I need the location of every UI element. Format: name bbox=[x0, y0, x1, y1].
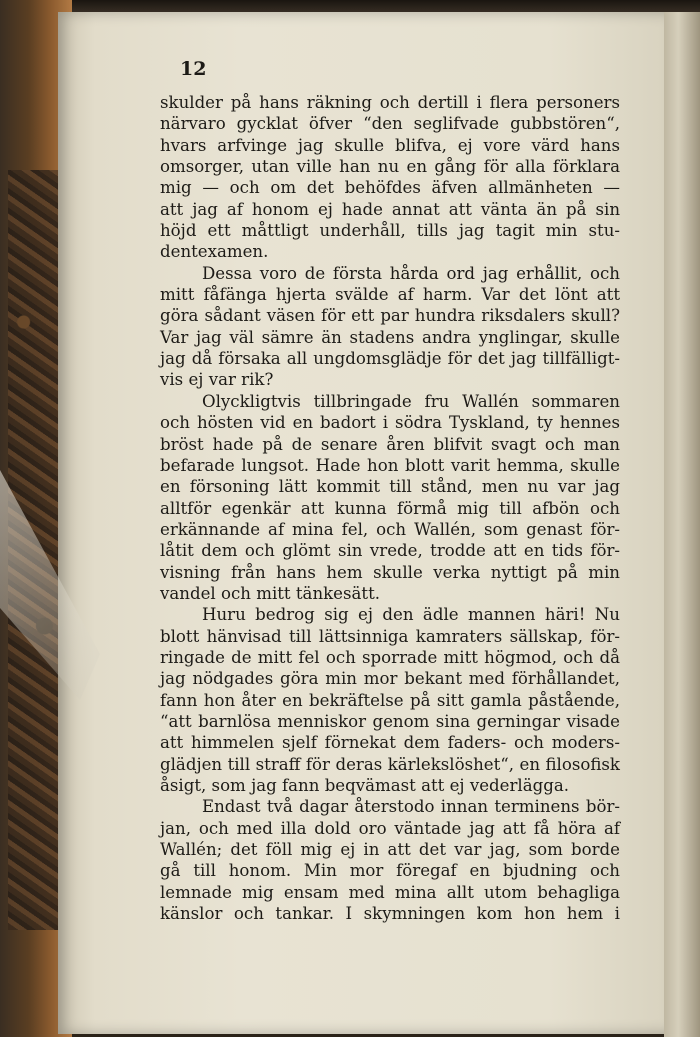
text-line: lemnade mig ensam med mina allt utom behagliga bbox=[160, 882, 620, 902]
text-line: fann hon åter en bekräftelse på sitt gamla påstående, bbox=[160, 690, 620, 710]
text-line: att jag af honom ej hade annat att vänta än på sin bbox=[160, 199, 620, 219]
text-line: mitt fåfänga hjerta svälde af harm. Var det lönt att bbox=[160, 285, 620, 305]
text-line: Endast två dagar återstodo innan terminens bör- bbox=[202, 797, 620, 817]
text-line: dentexamen. bbox=[160, 242, 269, 262]
text-line: hvars arfvinge jag skulle blifva, ej vore värd hans bbox=[160, 135, 620, 155]
text-line: Olyckligtvis tillbringade fru Wallén sommaren bbox=[202, 391, 620, 411]
text-line: höjd ett måttligt underhåll, tills jag tagit min stu- bbox=[160, 221, 620, 241]
text-line: gå till honom. Min mor föregaf en bjudning och bbox=[160, 861, 620, 881]
text-line: känslor och tankar. I skymningen kom hon hem i bbox=[160, 904, 620, 924]
text-line: att himmelen sjelf förnekat dem faders- och moders- bbox=[160, 733, 620, 753]
text-line: göra sådant väsen för ett par hundra riksdalers skull? bbox=[160, 306, 620, 326]
text-line: åsigt, som jag fann beqvämast att ej vederlägga. bbox=[160, 776, 570, 795]
text-line: befarade lungsot. Hade hon blott varit hemma, skulle bbox=[160, 455, 620, 475]
text-line: mig — och om det behöfdes äfven allmänheten — bbox=[160, 178, 620, 198]
text-line: ringade de mitt fel och sporrade mitt högmod, och då bbox=[160, 647, 620, 667]
page-text bbox=[160, 92, 620, 924]
text-line: en försoning lätt kommit till stånd, men nu var jag bbox=[160, 477, 620, 497]
text-line: låtit dem och glömt sin vrede, trodde att en tids för- bbox=[160, 541, 620, 561]
text-line: jag nödgades göra min mor bekant med förhållandet, bbox=[160, 669, 620, 689]
text-line: glädjen till straff för deras kärlekslöshet“, en filosofisk bbox=[160, 754, 620, 774]
text-line: alltför egenkär att kunna förmå mig till afbön och bbox=[160, 498, 620, 518]
text-line: “att barnlösa menniskor genom sina gerningar visade bbox=[160, 711, 620, 731]
text-line: vandel och mitt tänkesätt. bbox=[160, 583, 381, 603]
text-line: Dessa voro de första hårda ord jag erhållit, och bbox=[202, 263, 620, 283]
text-line: vis ej var rik? bbox=[160, 370, 274, 390]
text-line: Wallén; det föll mig ej in att det var jag, som borde bbox=[160, 840, 620, 860]
text-line: Var jag väl sämre än stadens andra ynglingar, skulle bbox=[160, 327, 620, 347]
text-line: jag då försaka all ungdomsglädje för det jag tillfälligt- bbox=[160, 349, 620, 369]
text-line: närvaro gycklat öfver “den seglifvade gubbstören“, bbox=[160, 114, 620, 134]
text-line: Huru bedrog sig ej den ädle mannen häri! Nu bbox=[202, 605, 620, 625]
page-edge bbox=[664, 12, 700, 1037]
page-number: 12 bbox=[180, 58, 207, 80]
text-line: omsorger, utan ville han nu en gång för alla förklara bbox=[160, 157, 620, 177]
text-line: blott hänvisad till lättsinniga kamraters sällskap, för- bbox=[160, 626, 620, 646]
text-line: bröst hade på de senare åren blifvit svagt och man bbox=[160, 434, 620, 454]
text-line: jan, och med illa dold oro väntade jag att få höra af bbox=[160, 818, 620, 838]
text-line: och hösten vid en badort i södra Tyskland, ty hennes bbox=[160, 413, 620, 433]
text-line: erkännande af mina fel, och Wallén, som genast för- bbox=[160, 519, 620, 539]
text-line: visning från hans hem skulle verka nyttigt på min bbox=[160, 562, 620, 582]
text-line: skulder på hans räkning och dertill i flera personers bbox=[160, 93, 620, 112]
